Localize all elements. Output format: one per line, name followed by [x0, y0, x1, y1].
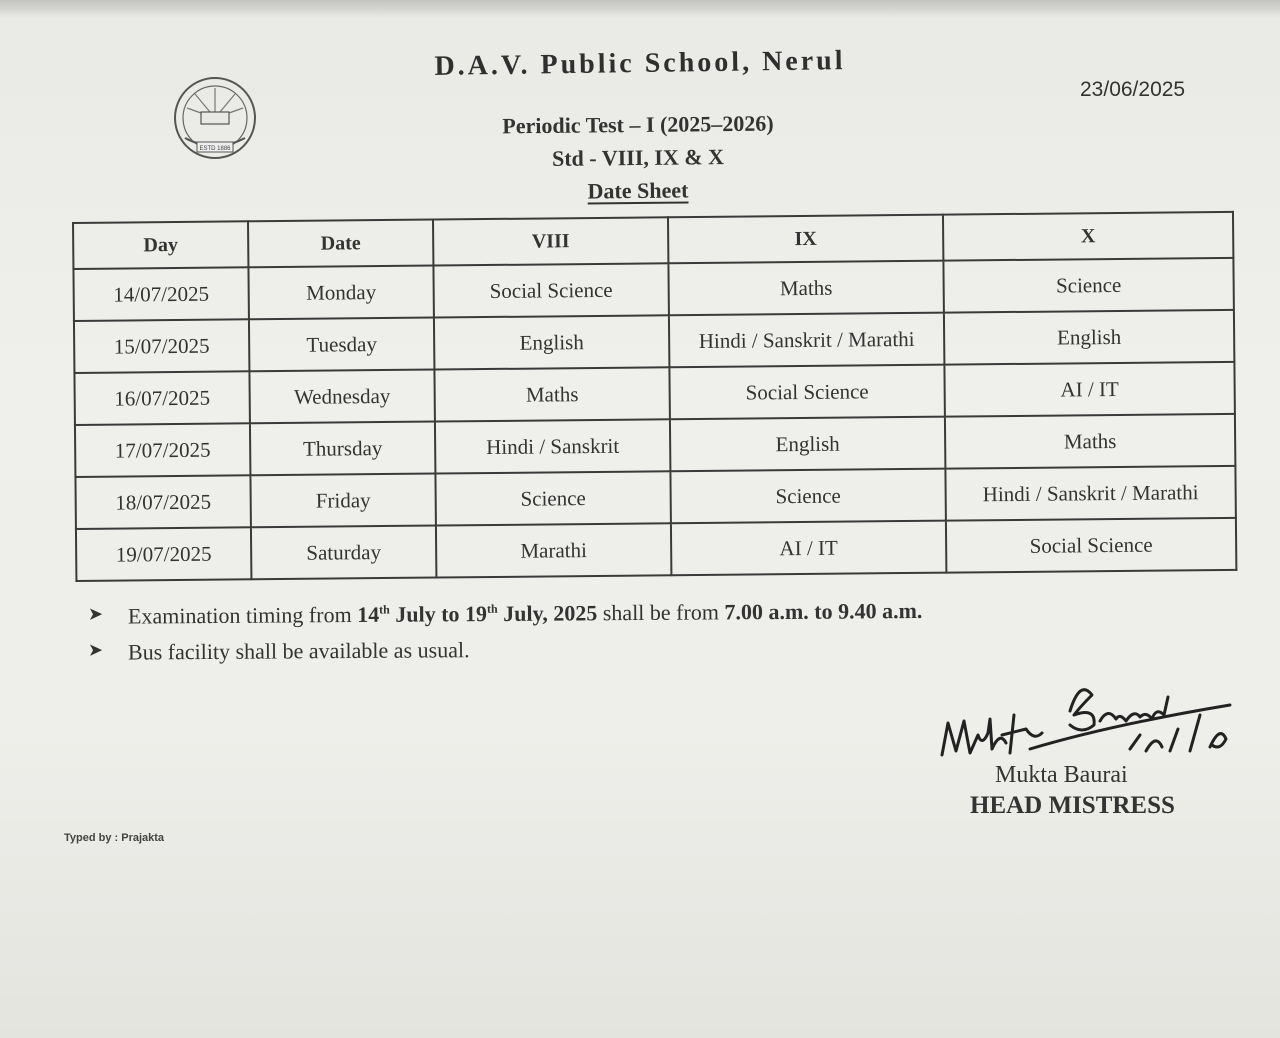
- table-cell: 16/07/2025: [74, 371, 249, 425]
- column-header-x: X: [943, 212, 1233, 261]
- table-cell: English: [944, 310, 1234, 365]
- table-cell: Social Science: [669, 365, 944, 420]
- table-cell: AI / IT: [671, 521, 946, 576]
- table-cell: 15/07/2025: [74, 319, 249, 373]
- note-text: shall be from: [597, 599, 725, 626]
- column-header-ix: IX: [668, 215, 943, 264]
- table-cell: 14/07/2025: [73, 267, 248, 321]
- table-cell: Monday: [248, 266, 433, 320]
- note-text: Bus facility shall be available as usual.: [127, 637, 470, 665]
- table-cell: Hindi / Sanskrit: [435, 419, 670, 473]
- table-cell: Friday: [250, 474, 435, 528]
- paper-shadow: [0, 0, 1280, 18]
- table-cell: English: [670, 417, 945, 472]
- table-cell: Wednesday: [249, 370, 434, 424]
- test-name: Periodic Test – I (2025–2026): [502, 110, 774, 139]
- table-cell: Marathi: [436, 523, 671, 577]
- note-text: Examination timing from: [127, 601, 358, 629]
- table-cell: Science: [435, 471, 670, 525]
- standards: Std - VIII, IX & X: [551, 144, 725, 171]
- school-crest-icon: [165, 72, 265, 172]
- table-cell: 17/07/2025: [75, 423, 250, 477]
- note-time: 7.00 a.m. to 9.40 a.m.: [724, 598, 923, 625]
- table-cell: Maths: [668, 261, 943, 316]
- table-cell: 19/07/2025: [76, 527, 251, 581]
- date-sheet-table: [72, 211, 1237, 582]
- table-cell: Maths: [434, 367, 669, 421]
- table-cell: Science: [943, 258, 1233, 313]
- table-cell: Saturday: [251, 526, 436, 580]
- print-date: 23/06/2025: [1080, 78, 1186, 101]
- handwritten-signature: [930, 655, 1250, 765]
- column-header-date: Date: [248, 220, 433, 268]
- table-cell: English: [434, 315, 669, 369]
- table-cell: Science: [670, 469, 945, 524]
- signatory-name: Mukta Baurai: [995, 762, 1128, 788]
- column-header-viii: VIII: [433, 217, 668, 265]
- note-exam-timing: [88, 596, 1188, 630]
- table-cell: Social Science: [433, 263, 668, 317]
- svg-text:ESTD 1886: ESTD 1886: [199, 146, 231, 152]
- table-cell: Hindi / Sanskrit / Marathi: [945, 466, 1235, 521]
- arrow-bullet-icon: ➤: [87, 603, 104, 625]
- sheet-title-text: Date Sheet: [587, 177, 689, 204]
- date-sheet-table-wrapper: [72, 211, 1235, 582]
- typed-by: Typed by : Prajakta: [64, 832, 165, 844]
- signatory-role: HEAD MISTRESS: [970, 792, 1175, 819]
- table-cell: Hindi / Sanskrit / Marathi: [669, 313, 944, 368]
- sheet-title: [438, 176, 838, 206]
- table-cell: AI / IT: [944, 362, 1234, 417]
- note-date-start: 14th July to 19th July, 2025: [357, 600, 598, 627]
- school-name: D.A.V. Public School, Nerul: [434, 45, 846, 82]
- table-cell: Thursday: [250, 422, 435, 476]
- table-cell: 18/07/2025: [75, 475, 250, 529]
- table-row: [76, 518, 1236, 581]
- column-header-day: Day: [73, 221, 248, 269]
- table-cell: Maths: [945, 414, 1235, 469]
- table-cell: Social Science: [946, 518, 1236, 573]
- table-cell: Tuesday: [249, 318, 434, 372]
- arrow-bullet-icon: ➤: [87, 639, 104, 661]
